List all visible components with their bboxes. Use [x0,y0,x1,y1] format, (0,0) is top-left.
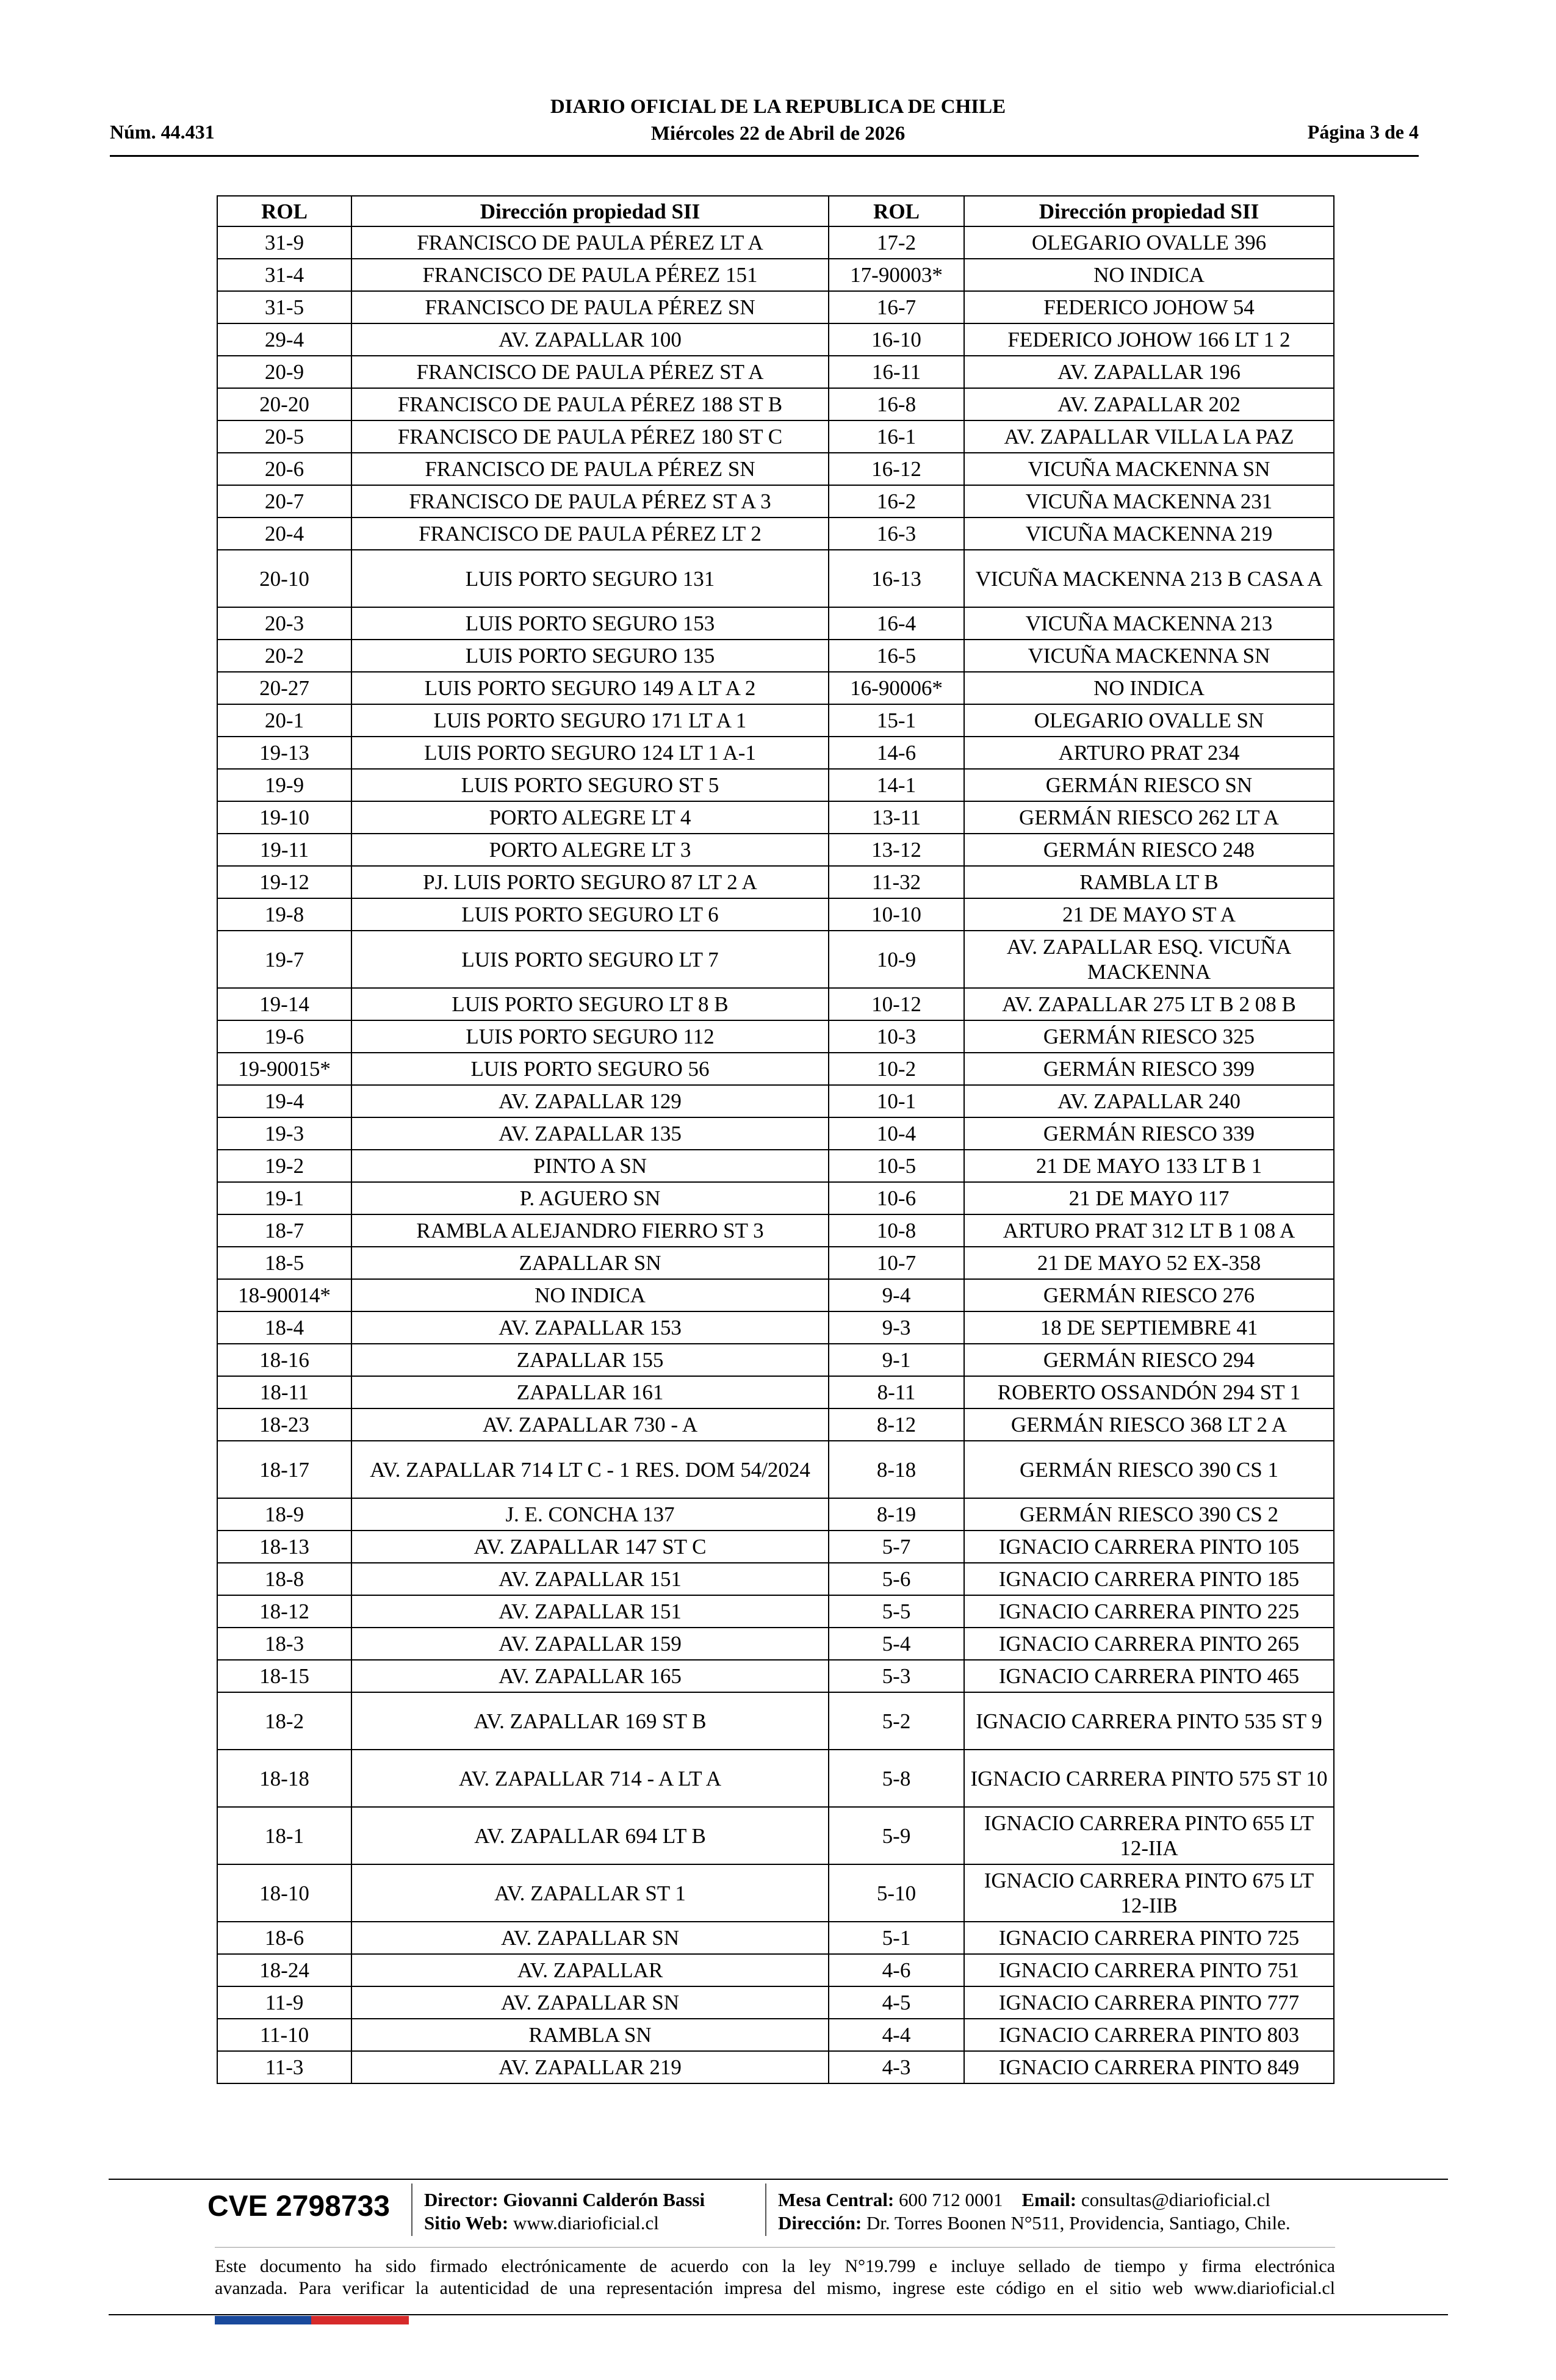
rol-left-cell: 18-9 [217,1498,351,1531]
rol-right-cell: 17-90003* [829,259,964,291]
rol-right-cell: 5-2 [829,1692,964,1750]
rol-right-cell: 16-7 [829,291,964,323]
address-right-cell: AV. ZAPALLAR 275 LT B 2 08 B [964,988,1334,1020]
address-right-cell: IGNACIO CARRERA PINTO 655 LT 12-IIA [964,1807,1334,1864]
address-left-cell: AV. ZAPALLAR 714 - A LT A [351,1750,829,1807]
address-right-cell: IGNACIO CARRERA PINTO 105 [964,1531,1334,1563]
table-row [217,1595,1334,1628]
rol-right-cell: 9-3 [829,1311,964,1344]
address-left-cell: AV. ZAPALLAR 159 [351,1628,829,1660]
address-right-cell: AV. ZAPALLAR 240 [964,1085,1334,1117]
address-left-cell: PINTO A SN [351,1150,829,1182]
rol-right-cell: 10-4 [829,1117,964,1150]
address-left-cell: AV. ZAPALLAR 219 [351,2051,829,2083]
rol-right-cell: 5-5 [829,1595,964,1628]
table-row [217,834,1334,866]
rol-right-cell: 5-10 [829,1864,964,1922]
table-row [217,226,1334,259]
address-right-cell: IGNACIO CARRERA PINTO 465 [964,1660,1334,1692]
rol-left-cell: 18-24 [217,1954,351,1986]
rol-right-cell: 16-5 [829,640,964,672]
address-right-cell: AV. ZAPALLAR VILLA LA PAZ [964,420,1334,453]
rol-left-cell: 19-6 [217,1020,351,1053]
table-row [217,420,1334,453]
table-body [217,226,1334,2083]
address-right-cell: IGNACIO CARRERA PINTO 725 [964,1922,1334,1954]
table-row [217,550,1334,607]
rol-left-cell: 18-4 [217,1311,351,1344]
rol-left-cell: 19-12 [217,866,351,898]
address-right-cell: AV. ZAPALLAR 202 [964,388,1334,420]
rol-left-cell: 18-8 [217,1563,351,1595]
address-right-cell: 21 DE MAYO 52 EX-358 [964,1247,1334,1279]
rol-left-cell: 19-14 [217,988,351,1020]
address-right-cell: ROBERTO OSSANDÓN 294 ST 1 [964,1376,1334,1408]
table-row [217,1864,1334,1922]
address-right-cell: AV. ZAPALLAR 196 [964,356,1334,388]
header-address-right: Dirección propiedad SII [964,196,1334,226]
address-right-cell: GERMÁN RIESCO 390 CS 1 [964,1441,1334,1498]
table-row [217,931,1334,988]
address-right-cell: OLEGARIO OVALLE 396 [964,226,1334,259]
rol-left-cell: 11-3 [217,2051,351,2083]
rol-right-cell: 16-3 [829,517,964,550]
table-row [217,1692,1334,1750]
address-right-cell: IGNACIO CARRERA PINTO 849 [964,2051,1334,2083]
table-row [217,607,1334,640]
rol-left-cell: 19-9 [217,769,351,801]
address-label: Dirección: [778,2212,862,2234]
rol-left-cell: 18-11 [217,1376,351,1408]
rol-right-cell: 16-13 [829,550,964,607]
address-left-cell: LUIS PORTO SEGURO 153 [351,607,829,640]
rol-left-cell: 31-5 [217,291,351,323]
rol-left-cell: 18-3 [217,1628,351,1660]
address-left-cell: RAMBLA SN [351,2019,829,2051]
table-row [217,1922,1334,1954]
address-right-cell: GERMÁN RIESCO 368 LT 2 A [964,1408,1334,1441]
address-left-cell: NO INDICA [351,1279,829,1311]
address-right-cell: ARTURO PRAT 312 LT B 1 08 A [964,1214,1334,1247]
address-left-cell: LUIS PORTO SEGURO 112 [351,1020,829,1053]
disclaimer-line-2: avanzada. Para verificar la autenticidad de una representación impresa del mismo, ingrese este código en el sitio web www.diarioficial.cl [215,2278,1335,2298]
rol-right-cell: 14-6 [829,737,964,769]
table-row [217,1279,1334,1311]
address-left-cell: AV. ZAPALLAR 694 LT B [351,1807,829,1864]
rol-left-cell: 20-10 [217,550,351,607]
address-left-cell: AV. ZAPALLAR 151 [351,1595,829,1628]
page-indicator: Página 3 de 4 [1307,121,1419,143]
table-row [217,704,1334,737]
web-link[interactable]: www.diarioficial.cl [513,2212,659,2234]
rol-right-cell: 5-6 [829,1563,964,1595]
address-right-cell: VICUÑA MACKENNA 213 [964,607,1334,640]
address-left-cell: PJ. LUIS PORTO SEGURO 87 LT 2 A [351,866,829,898]
table-row [217,2019,1334,2051]
rol-right-cell: 10-2 [829,1053,964,1085]
table-row [217,1408,1334,1441]
footer-mid-rule [215,2247,1335,2248]
rol-left-cell: 18-17 [217,1441,351,1498]
rol-right-cell: 10-7 [829,1247,964,1279]
address-left-cell: ZAPALLAR SN [351,1247,829,1279]
table-row [217,388,1334,420]
rol-right-cell: 10-9 [829,931,964,988]
rol-right-cell: 9-1 [829,1344,964,1376]
address-right-cell: GERMÁN RIESCO 325 [964,1020,1334,1053]
rol-right-cell: 10-1 [829,1085,964,1117]
mesa-phone: 600 712 0001 [899,2189,1003,2210]
rol-left-cell: 19-3 [217,1117,351,1150]
address-text: Dr. Torres Boonen N°511, Providencia, Santiago, Chile. [866,2212,1291,2234]
address-right-cell: 21 DE MAYO 117 [964,1182,1334,1214]
table-row [217,259,1334,291]
rol-left-cell: 31-4 [217,259,351,291]
rol-left-cell: 19-11 [217,834,351,866]
address-left-cell: FRANCISCO DE PAULA PÉREZ 180 ST C [351,420,829,453]
address-left-cell: LUIS PORTO SEGURO 149 A LT A 2 [351,672,829,704]
rol-right-cell: 5-3 [829,1660,964,1692]
table-row [217,1750,1334,1807]
footer-director-block [424,2188,705,2235]
rol-left-cell: 18-2 [217,1692,351,1750]
address-right-cell: VICUÑA MACKENNA 231 [964,485,1334,517]
table-row [217,866,1334,898]
address-right-cell: VICUÑA MACKENNA 219 [964,517,1334,550]
rol-right-cell: 5-7 [829,1531,964,1563]
table-row [217,323,1334,356]
rol-right-cell: 5-1 [829,1922,964,1954]
address-left-cell: FRANCISCO DE PAULA PÉREZ SN [351,453,829,485]
rol-right-cell: 4-5 [829,1986,964,2019]
rol-right-cell: 5-4 [829,1628,964,1660]
table-row [217,1020,1334,1053]
address-left-cell: AV. ZAPALLAR 153 [351,1311,829,1344]
address-left-cell: PORTO ALEGRE LT 4 [351,801,829,834]
address-right-cell: 18 DE SEPTIEMBRE 41 [964,1311,1334,1344]
address-right-cell: IGNACIO CARRERA PINTO 751 [964,1954,1334,1986]
table-row [217,1214,1334,1247]
table-row [217,1311,1334,1344]
rol-right-cell: 10-5 [829,1150,964,1182]
address-left-cell: LUIS PORTO SEGURO LT 7 [351,931,829,988]
rol-right-cell: 16-12 [829,453,964,485]
address-left-cell: AV. ZAPALLAR 165 [351,1660,829,1692]
address-right-cell: GERMÁN RIESCO 399 [964,1053,1334,1085]
legal-disclaimer [215,2256,1335,2299]
address-right-cell: IGNACIO CARRERA PINTO 535 ST 9 [964,1692,1334,1750]
table-row [217,1117,1334,1150]
rol-left-cell: 18-12 [217,1595,351,1628]
rol-address-table [217,195,1334,2084]
address-right-cell: GERMÁN RIESCO 339 [964,1117,1334,1150]
footer-top-rule [109,2179,1448,2180]
address-left-cell: AV. ZAPALLAR 151 [351,1563,829,1595]
rol-left-cell: 18-6 [217,1922,351,1954]
table-row [217,1986,1334,2019]
rol-left-cell: 19-2 [217,1150,351,1182]
rol-right-cell: 16-4 [829,607,964,640]
header-rol-right: ROL [829,196,964,226]
table-row [217,517,1334,550]
address-right-cell: GERMÁN RIESCO 294 [964,1344,1334,1376]
address-left-cell: LUIS PORTO SEGURO LT 8 B [351,988,829,1020]
table-row [217,1150,1334,1182]
table-row [217,453,1334,485]
flag-red-segment [311,2316,409,2324]
address-left-cell: FRANCISCO DE PAULA PÉREZ ST A 3 [351,485,829,517]
address-right-cell: FEDERICO JOHOW 54 [964,291,1334,323]
rol-left-cell: 20-9 [217,356,351,388]
address-right-cell: NO INDICA [964,672,1334,704]
table-row [217,1498,1334,1531]
rol-right-cell: 10-12 [829,988,964,1020]
address-right-cell: 21 DE MAYO 133 LT B 1 [964,1150,1334,1182]
rol-right-cell: 16-11 [829,356,964,388]
address-right-cell: 21 DE MAYO ST A [964,898,1334,931]
rol-left-cell: 18-90014* [217,1279,351,1311]
address-left-cell: RAMBLA ALEJANDRO FIERRO ST 3 [351,1214,829,1247]
director-name: Giovanni Calderón Bassi [503,2189,705,2210]
rol-right-cell: 10-8 [829,1214,964,1247]
address-left-cell: AV. ZAPALLAR 135 [351,1117,829,1150]
cve-code: CVE 2798733 [207,2190,390,2223]
chile-flag-stripe [215,2316,409,2324]
address-right-cell: GERMÁN RIESCO 262 LT A [964,801,1334,834]
email-link[interactable]: consultas@diarioficial.cl [1081,2189,1270,2210]
address-left-cell: FRANCISCO DE PAULA PÉREZ 151 [351,259,829,291]
rol-right-cell: 17-2 [829,226,964,259]
table-row [217,291,1334,323]
table-row [217,1344,1334,1376]
rol-left-cell: 18-23 [217,1408,351,1441]
rol-left-cell: 19-7 [217,931,351,988]
header-rol-left: ROL [217,196,351,226]
address-left-cell: FRANCISCO DE PAULA PÉREZ LT A [351,226,829,259]
director-label: Director: [424,2189,499,2210]
table-row [217,356,1334,388]
address-right-cell: IGNACIO CARRERA PINTO 225 [964,1595,1334,1628]
table-row [217,1531,1334,1563]
address-right-cell: AV. ZAPALLAR ESQ. VICUÑA MACKENNA [964,931,1334,988]
table-row [217,898,1334,931]
table-row [217,640,1334,672]
web-label: Sitio Web: [424,2212,509,2234]
address-right-cell: GERMÁN RIESCO 248 [964,834,1334,866]
rol-left-cell: 20-6 [217,453,351,485]
address-left-cell: AV. ZAPALLAR 714 LT C - 1 RES. DOM 54/2024 [351,1441,829,1498]
table-row [217,672,1334,704]
newspaper-title: DIARIO OFICIAL DE LA REPUBLICA DE CHILE [550,96,1006,118]
address-right-cell: OLEGARIO OVALLE SN [964,704,1334,737]
table-row [217,1182,1334,1214]
table-row [217,988,1334,1020]
address-right-cell: GERMÁN RIESCO 276 [964,1279,1334,1311]
rol-left-cell: 20-5 [217,420,351,453]
table-header-row [217,196,1334,226]
rol-left-cell: 20-4 [217,517,351,550]
rol-right-cell: 16-90006* [829,672,964,704]
mesa-label: Mesa Central: [778,2189,895,2210]
address-left-cell: LUIS PORTO SEGURO 56 [351,1053,829,1085]
rol-left-cell: 18-1 [217,1807,351,1864]
rol-right-cell: 15-1 [829,704,964,737]
address-right-cell: VICUÑA MACKENNA SN [964,640,1334,672]
rol-left-cell: 20-20 [217,388,351,420]
rol-right-cell: 14-1 [829,769,964,801]
rol-right-cell: 16-2 [829,485,964,517]
rol-left-cell: 20-1 [217,704,351,737]
table-row [217,1628,1334,1660]
rol-right-cell: 10-3 [829,1020,964,1053]
rol-right-cell: 4-4 [829,2019,964,2051]
address-left-cell: P. AGUERO SN [351,1182,829,1214]
footer-bottom-rule [109,2314,1448,2315]
issue-number: Núm. 44.431 [110,121,215,143]
table-row [217,1085,1334,1117]
rol-right-cell: 16-10 [829,323,964,356]
rol-left-cell: 11-10 [217,2019,351,2051]
rol-right-cell: 8-18 [829,1441,964,1498]
rol-right-cell: 8-19 [829,1498,964,1531]
address-left-cell: LUIS PORTO SEGURO LT 6 [351,898,829,931]
rol-right-cell: 9-4 [829,1279,964,1311]
rol-left-cell: 20-2 [217,640,351,672]
rol-left-cell: 20-3 [217,607,351,640]
rol-right-cell: 16-8 [829,388,964,420]
address-right-cell: IGNACIO CARRERA PINTO 777 [964,1986,1334,2019]
rol-right-cell: 8-12 [829,1408,964,1441]
rol-left-cell: 19-1 [217,1182,351,1214]
rol-left-cell: 19-13 [217,737,351,769]
table-row [217,769,1334,801]
rol-right-cell: 5-8 [829,1750,964,1807]
rol-left-cell: 31-9 [217,226,351,259]
footer-separator-1 [411,2183,412,2236]
email-label: Email: [1021,2189,1077,2210]
address-right-cell: VICUÑA MACKENNA SN [964,453,1334,485]
address-left-cell: AV. ZAPALLAR SN [351,1986,829,2019]
address-right-cell: RAMBLA LT B [964,866,1334,898]
rol-left-cell: 19-4 [217,1085,351,1117]
address-left-cell: FRANCISCO DE PAULA PÉREZ ST A [351,356,829,388]
address-left-cell: AV. ZAPALLAR 100 [351,323,829,356]
rol-right-cell: 5-9 [829,1807,964,1864]
address-left-cell: AV. ZAPALLAR 147 ST C [351,1531,829,1563]
rol-right-cell: 16-1 [829,420,964,453]
table-row [217,1247,1334,1279]
flag-blue-segment [215,2316,311,2324]
table-row [217,1441,1334,1498]
rol-left-cell: 18-7 [217,1214,351,1247]
address-left-cell: LUIS PORTO SEGURO ST 5 [351,769,829,801]
rol-left-cell: 20-7 [217,485,351,517]
rol-left-cell: 11-9 [217,1986,351,2019]
address-right-cell: IGNACIO CARRERA PINTO 575 ST 10 [964,1750,1334,1807]
address-right-cell: NO INDICA [964,259,1334,291]
address-left-cell: AV. ZAPALLAR 730 - A [351,1408,829,1441]
rol-right-cell: 10-6 [829,1182,964,1214]
rol-right-cell: 10-10 [829,898,964,931]
address-left-cell: LUIS PORTO SEGURO 135 [351,640,829,672]
address-left-cell: FRANCISCO DE PAULA PÉREZ LT 2 [351,517,829,550]
footer-separator-2 [765,2183,766,2236]
header-address-left: Dirección propiedad SII [351,196,829,226]
rol-right-cell: 13-12 [829,834,964,866]
table-row [217,2051,1334,2083]
address-right-cell: IGNACIO CARRERA PINTO 265 [964,1628,1334,1660]
table-row [217,1563,1334,1595]
address-right-cell: IGNACIO CARRERA PINTO 803 [964,2019,1334,2051]
address-right-cell: VICUÑA MACKENNA 213 B CASA A [964,550,1334,607]
footer-contact-block [778,2188,1291,2235]
address-left-cell: LUIS PORTO SEGURO 131 [351,550,829,607]
rol-left-cell: 18-5 [217,1247,351,1279]
rol-right-cell: 8-11 [829,1376,964,1408]
address-left-cell: AV. ZAPALLAR 129 [351,1085,829,1117]
rol-left-cell: 18-16 [217,1344,351,1376]
address-right-cell: GERMÁN RIESCO SN [964,769,1334,801]
publication-date: Miércoles 22 de Abril de 2026 [650,123,906,145]
rol-left-cell: 19-8 [217,898,351,931]
address-right-cell: ARTURO PRAT 234 [964,737,1334,769]
rol-left-cell: 29-4 [217,323,351,356]
header-divider [110,155,1419,157]
table-row [217,1807,1334,1864]
address-left-cell: AV. ZAPALLAR SN [351,1922,829,1954]
rol-right-cell: 4-6 [829,1954,964,1986]
address-left-cell: ZAPALLAR 161 [351,1376,829,1408]
address-left-cell: PORTO ALEGRE LT 3 [351,834,829,866]
table-row [217,801,1334,834]
address-left-cell: ZAPALLAR 155 [351,1344,829,1376]
address-left-cell: AV. ZAPALLAR 169 ST B [351,1692,829,1750]
address-left-cell: FRANCISCO DE PAULA PÉREZ SN [351,291,829,323]
address-left-cell: LUIS PORTO SEGURO 124 LT 1 A-1 [351,737,829,769]
address-left-cell: AV. ZAPALLAR [351,1954,829,1986]
rol-left-cell: 19-10 [217,801,351,834]
address-right-cell: GERMÁN RIESCO 390 CS 2 [964,1498,1334,1531]
rol-left-cell: 18-18 [217,1750,351,1807]
rol-left-cell: 18-10 [217,1864,351,1922]
rol-left-cell: 19-90015* [217,1053,351,1085]
address-left-cell: LUIS PORTO SEGURO 171 LT A 1 [351,704,829,737]
rol-right-cell: 4-3 [829,2051,964,2083]
table-row [217,1376,1334,1408]
address-right-cell: FEDERICO JOHOW 166 LT 1 2 [964,323,1334,356]
table-row [217,1954,1334,1986]
table-row [217,1660,1334,1692]
rol-left-cell: 18-13 [217,1531,351,1563]
address-left-cell: FRANCISCO DE PAULA PÉREZ 188 ST B [351,388,829,420]
address-right-cell: IGNACIO CARRERA PINTO 675 LT 12-IIB [964,1864,1334,1922]
disclaimer-line-1: Este documento ha sido firmado electrónicamente de acuerdo con la ley N°19.799 e incluye sellado de tiempo y firma electrónica [215,2256,1335,2276]
table-row [217,485,1334,517]
address-right-cell: IGNACIO CARRERA PINTO 185 [964,1563,1334,1595]
rol-left-cell: 18-15 [217,1660,351,1692]
address-left-cell: AV. ZAPALLAR ST 1 [351,1864,829,1922]
address-left-cell: J. E. CONCHA 137 [351,1498,829,1531]
table-row [217,737,1334,769]
rol-left-cell: 20-27 [217,672,351,704]
rol-right-cell: 11-32 [829,866,964,898]
table-row [217,1053,1334,1085]
rol-right-cell: 13-11 [829,801,964,834]
